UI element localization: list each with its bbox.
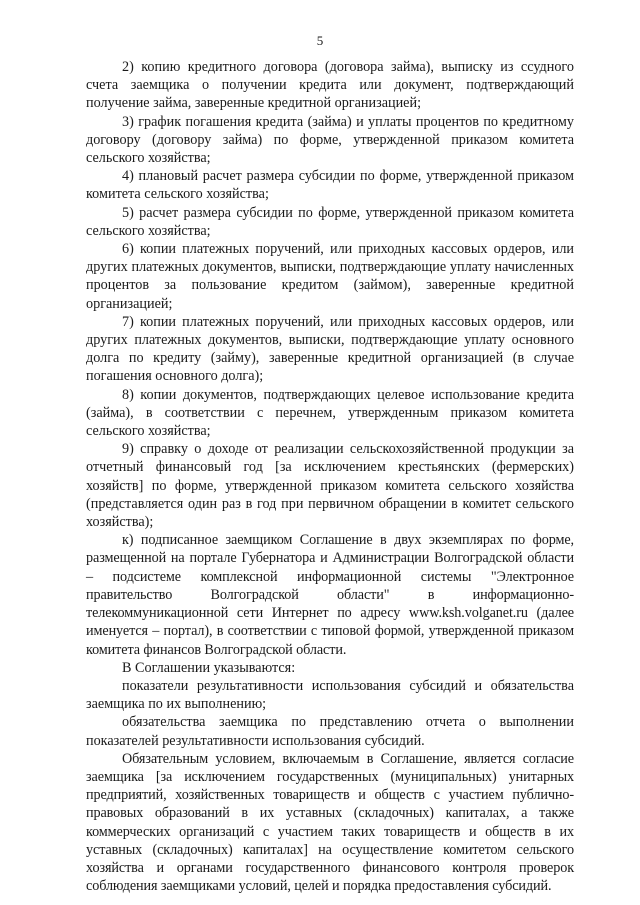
paragraph-agreement-intro: В Соглашении указываются: (122, 659, 296, 676)
page-number: 5 (316, 33, 324, 48)
paragraph-item-9: 9) справку о доходе от реализации сельскохозяйственной продукции за отчетный финансовый год [за исключением крестьянских (фермерских) хозяйств] по форме, утвержденной приказом комитета сельского хозяйства (представляется один раз в год при первичном обращении в комитет сельского хозяйства); (86, 441, 574, 531)
paragraph-item-3: 3) график погашения кредита (займа) и уплаты процентов по кредитному договору (договору займа) по форме, утвержденной приказом комитета сельского хозяйства; (86, 113, 574, 167)
paragraph-item-4: 4) плановый расчет размера субсидии по форме, утвержденной приказом комитета сельского хозяйства; (86, 168, 574, 203)
paragraph-item-5: 5) расчет размера субсидии по форме, утвержденной приказом комитета сельского хозяйства; (86, 204, 574, 239)
paragraph-item-7: 7) копии платежных поручений, или приходных кассовых ордеров, или других платежных документов, выписки, подтверждающие уплату основного долга по кредиту (займу), заверенные кредитной организацией (в случае погашения основного долга); (86, 313, 574, 385)
paragraph-item-8: 8) копии документов, подтверждающих целевое использование кредита (займа), в соответствии с перечнем, утвержденным приказом комитета сельского хозяйства; (86, 386, 574, 440)
paragraph-item-2: 2) копию кредитного договора (договора займа), выписку из ссудного счета заемщика о получении кредита или документ, подтверждающий получение займа, заверенные кредитной организацией; (86, 59, 574, 112)
paragraph-agreement-report: обязательства заемщика по представлению отчета о выполнении показателей результативности использования субсидий. (86, 714, 574, 749)
paragraph-item-k: к) подписанное заемщиком Соглашение в двух экземплярах по форме, размещенной на портале Губернатора и Администрации Волгоградской области – подсистеме комплексной информационной системы "Электронное правительство Волгоградской области" в информационно-телекоммуникационной сети Интернет по адресу www.ksh.volganet.ru (далее именуется – портал), в соответствии с типовой формой, утвержденной приказом комитета финансов Волгоградской области. (86, 532, 574, 658)
document-body (86, 58, 574, 895)
paragraph-agreement-indicators: показатели результативности использования субсидий и обязательства заемщика по их выполнению; (86, 677, 574, 713)
paragraph-item-6: 6) копии платежных поручений, или приходных кассовых ордеров, или других платежных документов, выписки, подтверждающие уплату начисленных процентов за пользование кредитом (займом), заверенные кредитной организацией; (86, 241, 574, 312)
paragraph-mandatory-condition: Обязательным условием, включаемым в Соглашение, является согласие заемщика [за исключением государственных (муниципальных) унитарных предприятий, хозяйственных товариществ и обществ с участием публично-правовых образований в их уставных (складочных) капиталах, а также коммерческих организаций с участием таких товариществ и обществ в их уставных (складочных) капиталах] на осуществление комитетом сельского хозяйства и органами государственного финансового контроля проверок соблюдения заемщиками условий, целей и порядка предоставления субсидий. (86, 750, 574, 895)
